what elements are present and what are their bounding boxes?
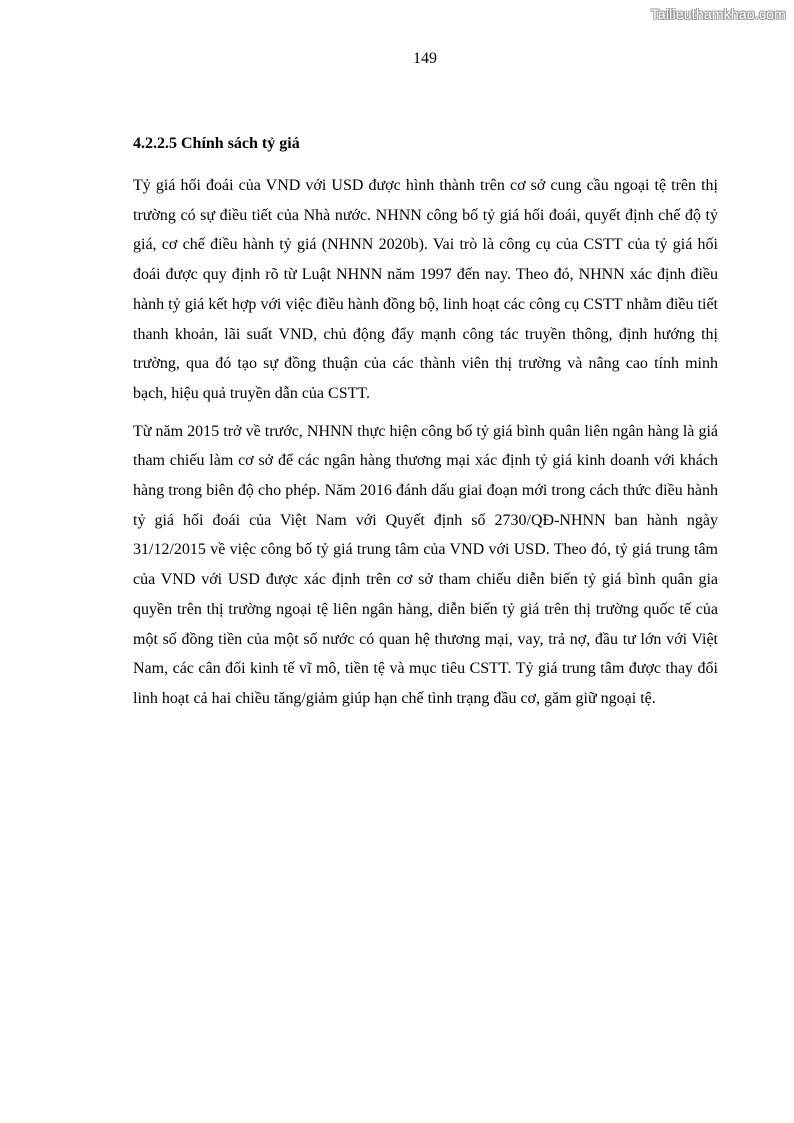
document-body [133,131,718,722]
paragraph-exchange-rate-overview: Tỷ giá hối đoái của VND với USD được hình thành trên cơ sở cung cầu ngoại tệ trên thị trường có sự điều tiết của Nhà nước. NHNN công bố tỷ giá hối đoái, quyết định chế độ tỷ giá, cơ chế điều hành tỷ giá (NHNN 2020b). Vai trò là công cụ của CSTT của tỷ giá hối đoái được quy định rõ từ Luật NHNN năm 1997 đến nay. Theo đó, NHNN xác định điều hành tỷ giá kết hợp với việc điều hành đồng bộ, linh hoạt các công cụ CSTT nhằm điều tiết thanh khoản, lãi suất VND, chủ động đẩy mạnh công tác truyền thông, định hướng thị trường, qua đó tạo sự đồng thuận của các thành viên thị trường và nâng cao tính minh bạch, hiệu quả truyền dẫn của CSTT. [133,177,718,402]
section-heading: 4.2.2.5 Chính sách tỷ giá [133,135,300,152]
page-number: 149 [413,50,437,67]
paragraph-central-rate-mechanism: Từ năm 2015 trở về trước, NHNN thực hiện công bố tỷ giá bình quân liên ngân hàng là giá tham chiếu làm cơ sở để các ngân hàng thương mại xác định tỷ giá kinh doanh với khách hàng trong biên độ cho phép. Năm 2016 đánh dấu giai đoạn mới trong cách thức điều hành tỷ giá hối đoái của Việt Nam với Quyết định số 2730/QĐ-NHNN ban hành ngày 31/12/2015 về việc công bố tỷ giá trung tâm của VND với USD. Theo đó, tỷ giá trung tâm của VND với USD được xác định trên cơ sở tham chiếu diễn biến tỷ giá bình quân gia quyền trên thị trường ngoại tệ liên ngân hàng, diễn biến tỷ giá trên thị trường quốc tế của một số đồng tiền của một số nước có quan hệ thương mại, vay, trả nợ, đầu tư lớn với Việt Nam, các cân đối kinh tế vĩ mô, tiền tệ và mục tiêu CSTT. Tỷ giá trung tâm được thay đổi linh hoạt cả hai chiều tăng/giảm giúp hạn chế tình trạng đầu cơ, găm giữ ngoại tệ. [133,422,718,707]
watermark: Tailieuthamkhao.com [650,6,786,22]
